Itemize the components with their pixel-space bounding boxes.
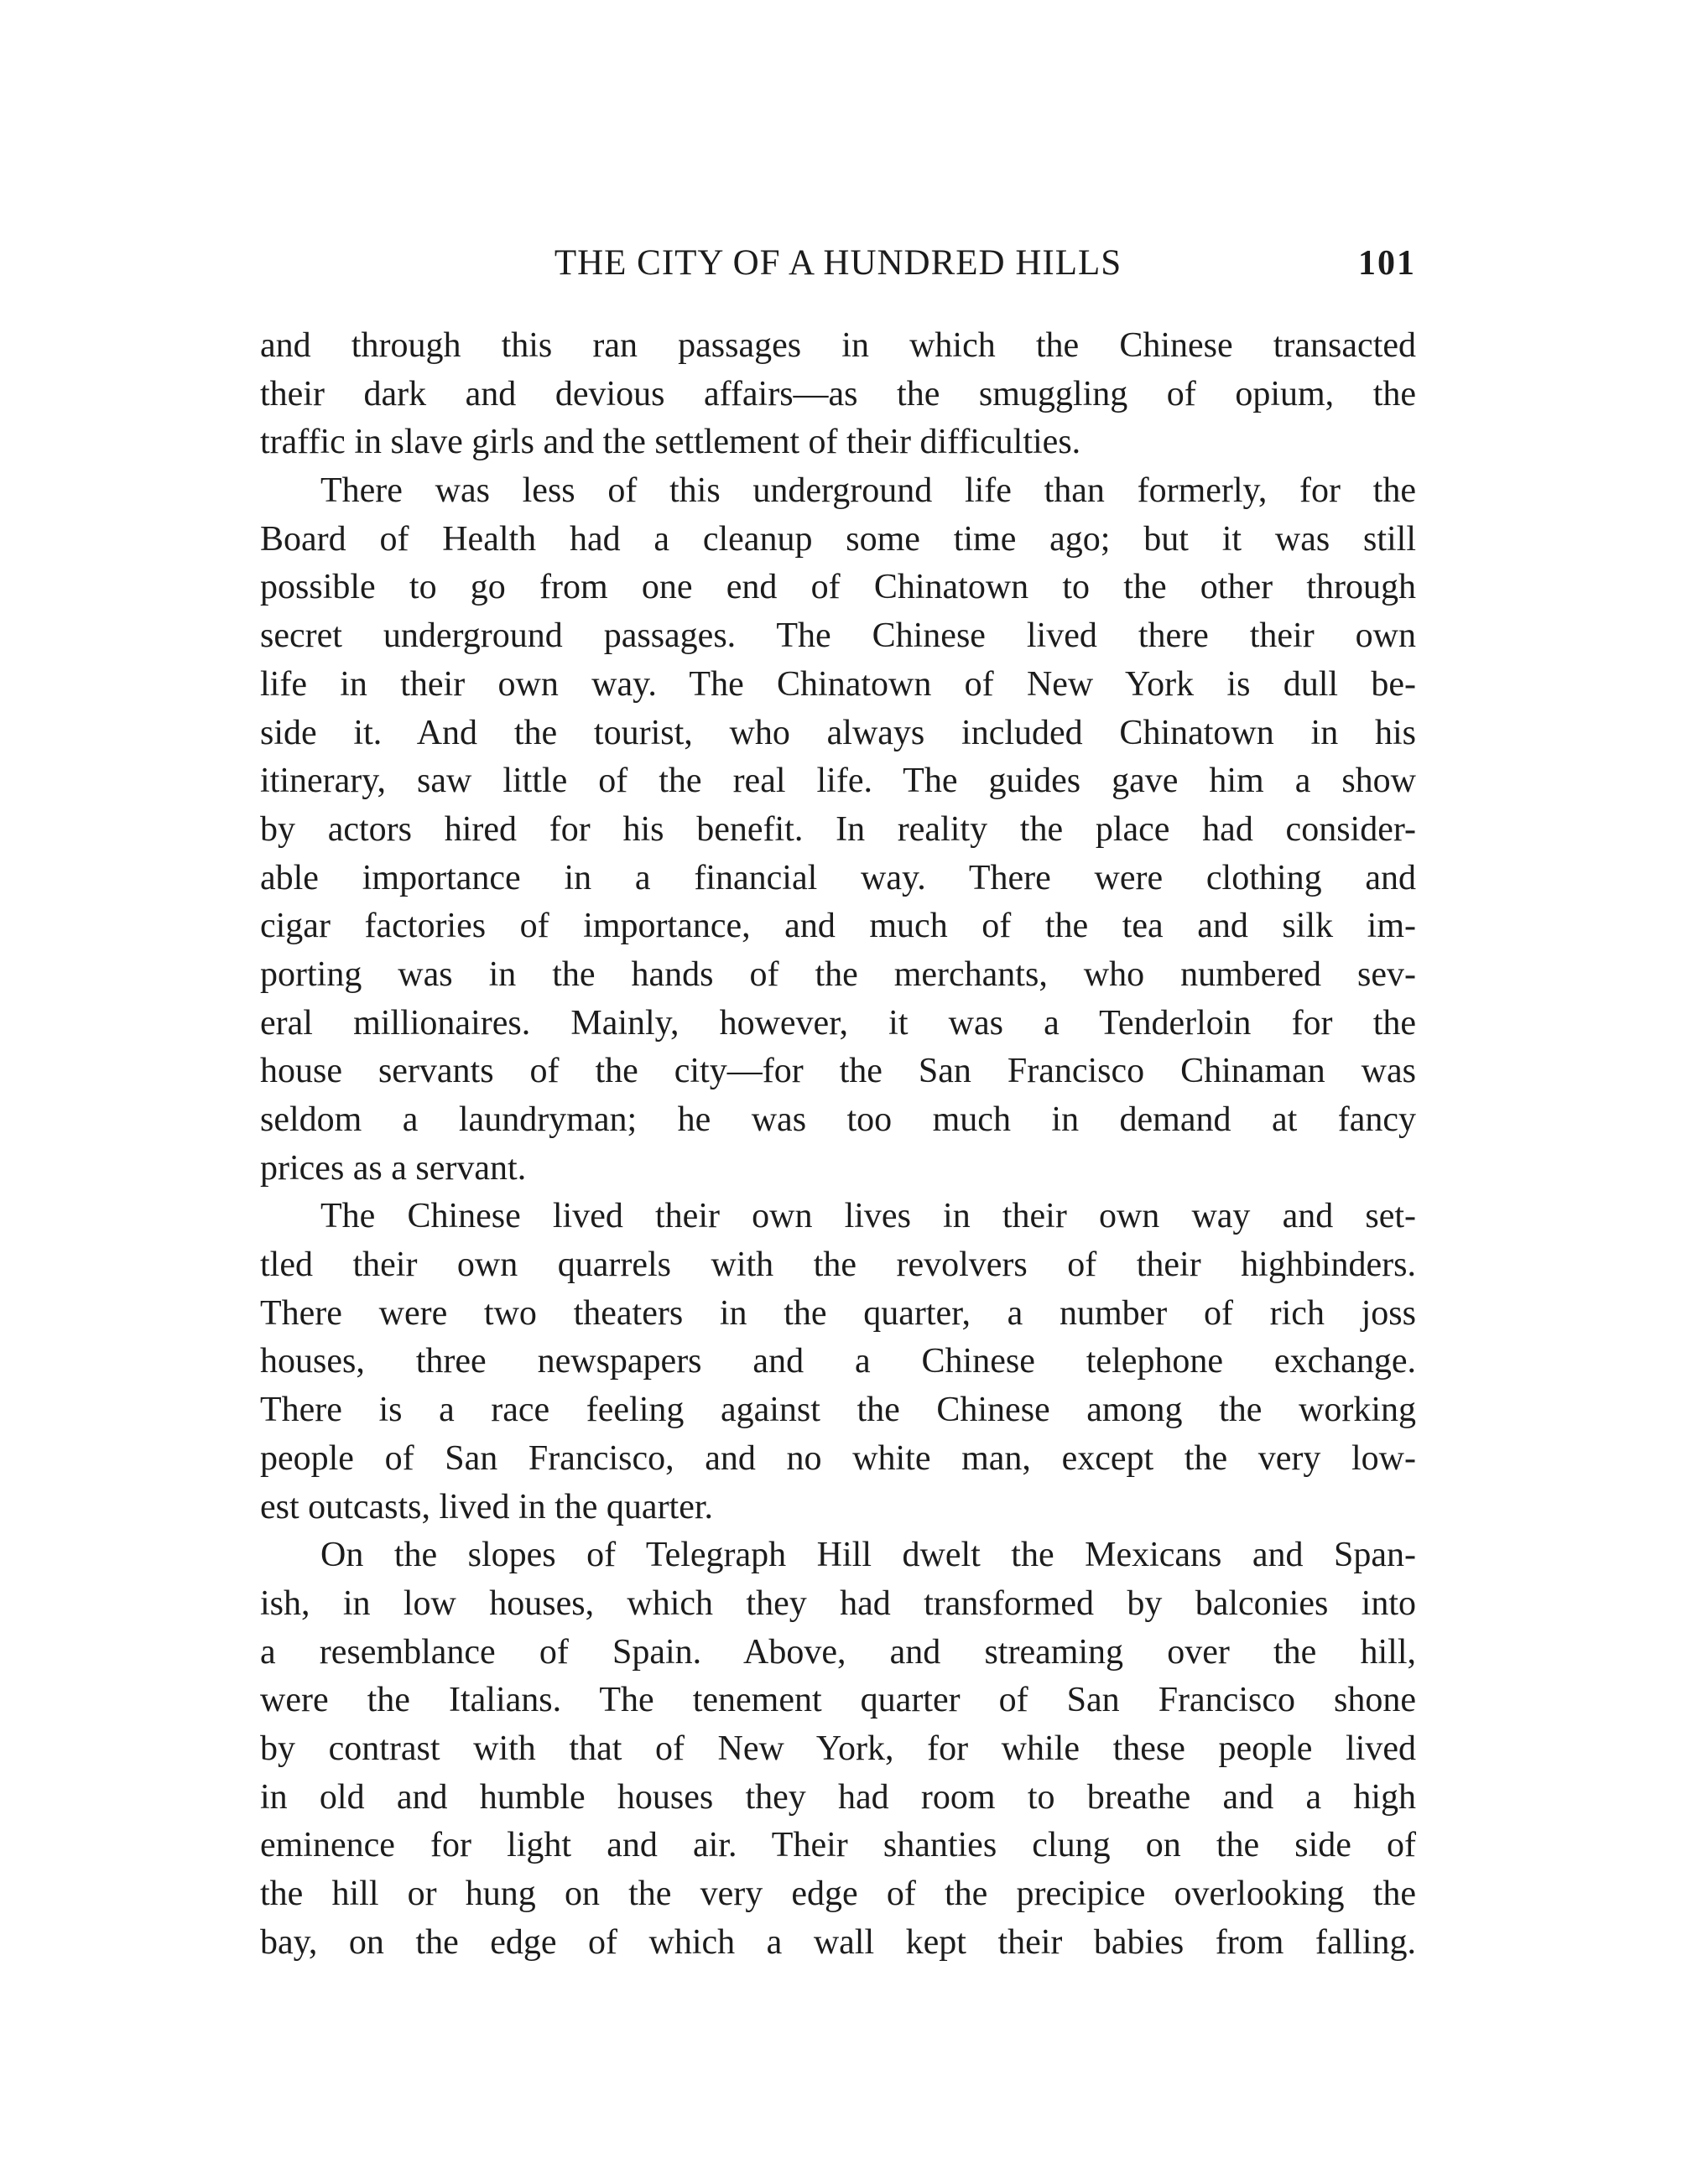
text-line: porting was in the hands of the merchants, who numbered sev- — [260, 954, 1416, 994]
text-line: were the Italians. The tenement quarter of San Francisco shone — [260, 1681, 1416, 1720]
text-line: There is a race feeling against the Chinese among the working — [260, 1391, 1416, 1430]
text-line: There were two theaters in the quarter, a number of rich joss — [260, 1293, 1416, 1333]
text-line: prices as a servant. — [260, 1148, 527, 1188]
text-line: eral millionaires. Mainly, however, it was a Tenderloin for the — [260, 1003, 1416, 1043]
text-line: in old and humble houses they had room to breathe and a high — [260, 1777, 1416, 1817]
text-line: seldom a laundryman; he was too much in demand at fancy — [260, 1100, 1416, 1139]
text-line: tled their own quarrels with the revolvers of their highbinders. — [260, 1245, 1416, 1285]
text-line: Board of Health had a cleanup some time ago; but it was still — [260, 519, 1416, 559]
text-line: life in their own way. The Chinatown of New York is dull be- — [260, 664, 1416, 704]
text-line: secret underground passages. The Chinese lived there their own — [260, 616, 1416, 656]
text-line: side it. And the tourist, who always included Chinatown in his — [260, 713, 1416, 752]
text-line: houses, three newspapers and a Chinese telephone exchange. — [260, 1342, 1416, 1381]
text-line: house servants of the city—for the San Francisco Chinaman was — [260, 1052, 1416, 1091]
running-head — [260, 238, 1416, 289]
running-title: THE CITY OF A HUNDRED HILLS — [554, 243, 1122, 283]
text-line: traffic in slave girls and the settlement of their difficulties. — [260, 423, 1081, 462]
text-line: possible to go from one end of Chinatown to the other through — [260, 568, 1416, 607]
body-text — [260, 322, 1416, 1967]
text-line: eminence for light and air. Their shanties clung on the side of — [260, 1826, 1416, 1865]
text-line: and through this ran passages in which the Chinese transacted — [260, 326, 1416, 365]
text-line: itinerary, saw little of the real life. The guides gave him a show — [260, 762, 1416, 801]
text-line: bay, on the edge of which a wall kept their babies from falling. — [260, 1922, 1416, 1962]
page-number: 101 — [1358, 244, 1416, 283]
text-line: There was less of this underground life than formerly, for the — [320, 471, 1416, 511]
text-line: On the slopes of Telegraph Hill dwelt the Mexicans and Span- — [320, 1536, 1416, 1575]
text-line: the hill or hung on the very edge of the precipice overlooking the — [260, 1875, 1416, 1913]
text-line: ish, in low houses, which they had transformed by balconies into — [260, 1583, 1416, 1623]
text-line: est outcasts, lived in the quarter. — [260, 1487, 714, 1526]
text-line: able importance in a financial way. There were clothing and — [260, 858, 1416, 897]
text-line: their dark and devious affairs—as the smuggling of opium, the — [260, 374, 1416, 413]
text-line: The Chinese lived their own lives in their own way and set- — [320, 1197, 1416, 1236]
text-line: by actors hired for his benefit. In reality the place had consider- — [260, 809, 1416, 849]
text-line: a resemblance of Spain. Above, and streaming over the hill, — [260, 1632, 1416, 1672]
text-line: by contrast with that of New York, for while these people lived — [260, 1729, 1416, 1768]
text-line: cigar factories of importance, and much of the tea and silk im- — [260, 907, 1416, 946]
text-line: people of San Francisco, and no white man, except the very low- — [260, 1438, 1416, 1478]
